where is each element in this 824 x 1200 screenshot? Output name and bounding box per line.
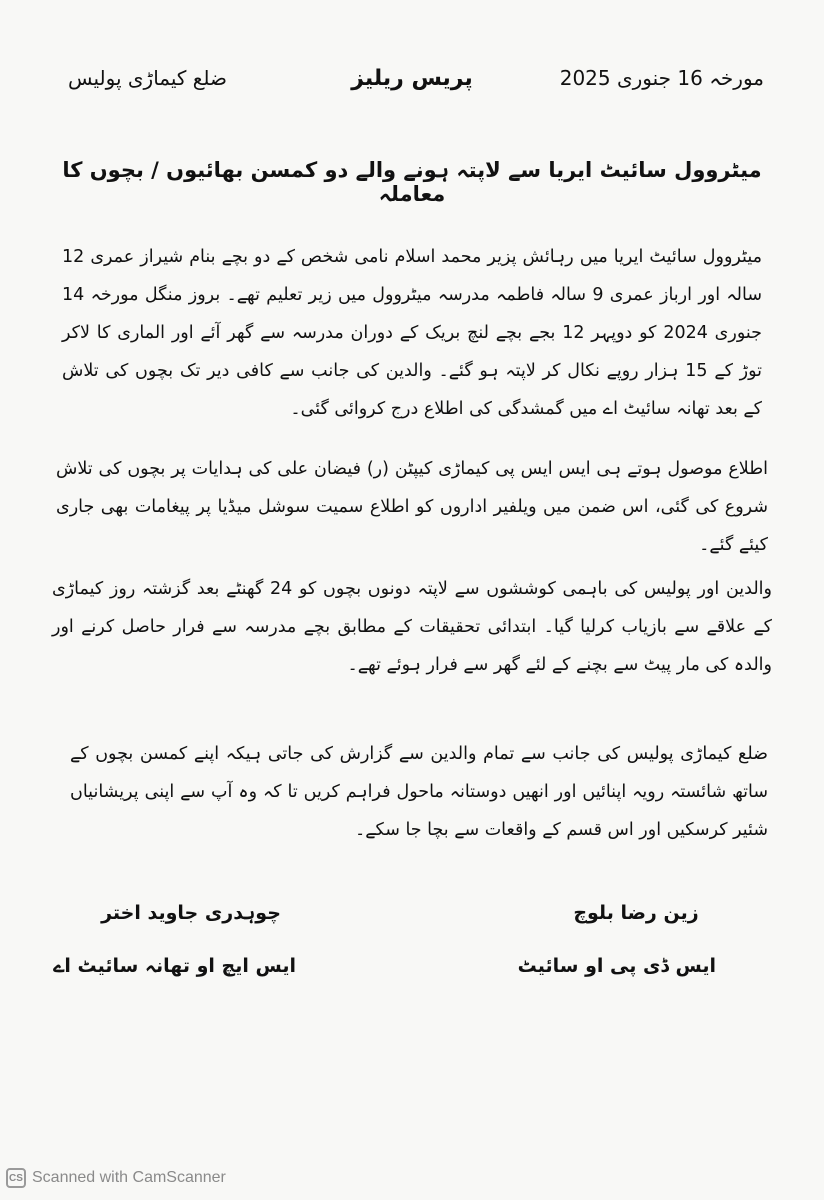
scanner-watermark: [6, 1168, 226, 1188]
camscanner-logo-icon: CS: [6, 1168, 26, 1188]
date-line: مورخہ 16 جنوری 2025: [559, 66, 764, 90]
document-title: میٹروول سائیٹ ایریا سے لاپتہ ہونے والے دو کمسن بھائیوں / بچوں کا معاملہ: [62, 158, 762, 206]
signatory-right-title: ایس ڈی پی او سائیٹ: [517, 955, 716, 977]
signatory-right-name: زین رضا بلوچ: [573, 902, 699, 924]
paragraph-1: میٹروول سائیٹ ایریا میں رہائش پزیر محمد اسلام نامی شخص کے دو بچے بنام شیراز عمری 12 سالہ اور ارباز عمری 9 سالہ فاطمہ مدرسہ میٹروول میں زیر تعلیم تھے۔ بروز منگل مورخہ 14 جنوری 2024 کو دوپہر 12 بجے بچے لنچ بریک کے دوران مدرسہ سے گھر آئے اور الماری کا لاکر توڑ کے 15 ہزار روپے نکال کر لاپتہ ہو گئے۔ والدین کی جانب سے کافی دیر تک بچوں کی تلاش کے بعد تھانہ سائیٹ اے میں گمشدگی کی اطلاع درج کروائی گئی۔: [62, 247, 762, 419]
district-name: ضلع کیماڑی پولیس: [68, 66, 228, 90]
paragraph-2: اطلاع موصول ہوتے ہی ایس ایس پی کیماڑی کیپٹن (ر) فیضان علی کی ہدایات پر بچوں کی تلاش شروع کی گئی، اس ضمن میں ویلفیر اداروں کو اطلاع سمیت سوشل میڈیا پر پیغامات بھی جاری کیئے گئے۔: [56, 459, 768, 555]
scanner-watermark-text: Scanned with CamScanner: [32, 1169, 226, 1186]
paragraph-3: والدین اور پولیس کی باہمی کوششوں سے لاپتہ دونوں بچوں کو 24 گھنٹے بعد گزشتہ روز کیماڑی کے علاقے سے بازیاب کرلیا گیا۔ ابتدائی تحقیقات کے مطابق بچے مدرسہ سے فرار حاصل کرنے اور والدہ کی مار پیٹ سے بچنے کے لئے گھر سے فرار ہوئے تھے۔: [52, 579, 772, 675]
paragraph-4: ضلع کیماڑی پولیس کی جانب سے تمام والدین سے گزارش کی جاتی ہیکہ اپنے کمسن بچوں کے ساتھ شائستہ رویہ اپنائیں اور انھیں دوستانہ ماحول فراہم کریں تا کہ وہ آپ سے اپنی پریشانیاں شئیر کرسکیں اور اس قسم کے واقعات سے بچا جا سکے۔: [70, 744, 768, 840]
signatory-left-title: ایس ایچ او تھانہ سائیٹ اے: [53, 955, 296, 977]
signatory-left-name: چوہدری جاوید اختر: [101, 902, 281, 924]
press-release-heading: پریس ریلیز: [351, 66, 473, 91]
